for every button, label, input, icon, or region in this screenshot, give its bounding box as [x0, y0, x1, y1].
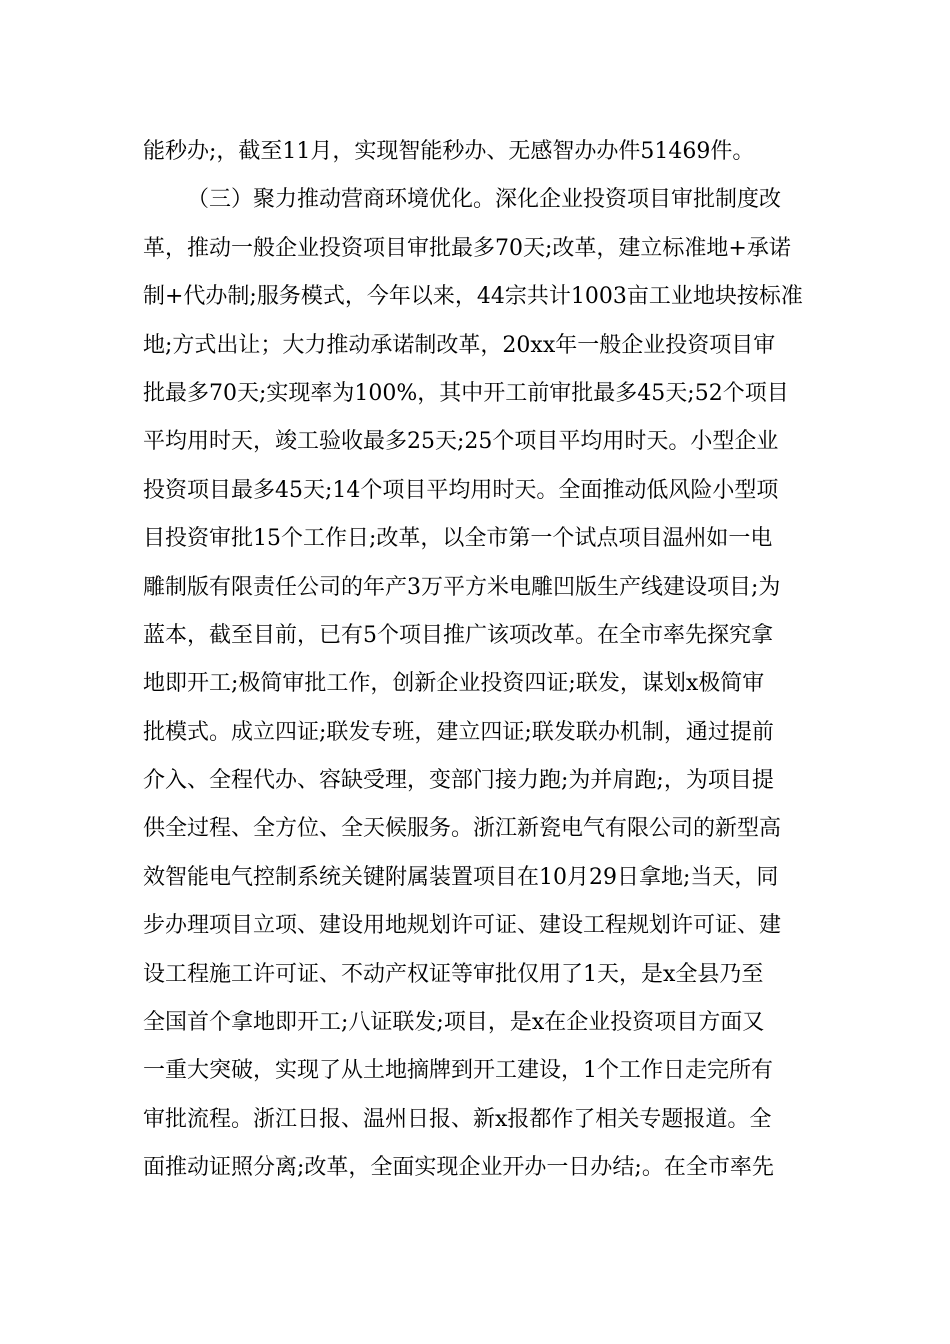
paragraph-start-line: （三）聚力推动营商环境优化。深化企业投资项目审批制度改	[187, 187, 782, 213]
text-line: 平均用时天，竣工验收最多25天;25个项目平均用时天。小型企业	[143, 429, 779, 455]
text-line: 制+代办制;服务模式，今年以来，44宗共计1003亩工业地块按标准	[143, 284, 803, 310]
text-line: 投资项目最多45天;14个项目平均用时天。全面推动低风险小型项	[143, 477, 779, 503]
text-line: 革，推动一般企业投资项目审批最多70天;改革，建立标准地+承诺	[143, 235, 791, 261]
text-line: 蓝本，截至目前，已有5个项目推广该项改革。在全市率先探究拿	[143, 622, 773, 648]
text-line: 目投资审批15个工作日;改革，以全市第一个试点项目温州如一电	[143, 526, 773, 552]
text-line: 批模式。成立四证;联发专班，建立四证;联发联办机制，通过提前	[143, 719, 774, 745]
text-line: 效智能电气控制系统关键附属装置项目在10月29日拿地;当天，同	[143, 864, 779, 890]
text-line: 面推动证照分离;改革，全面实现企业开办一日办结;。在全市率先	[143, 1155, 774, 1181]
text-line: 供全过程、全方位、全天候服务。浙江新瓷电气有限公司的新型高	[143, 816, 782, 842]
text-line: 批最多70天;实现率为100%，其中开工前审批最多45天;52个项目	[143, 380, 789, 406]
text-line: 步办理项目立项、建设用地规划许可证、建设工程规划许可证、建	[143, 913, 782, 939]
text-line: 设工程施工许可证、不动产权证等审批仅用了1天，是x全县乃至	[143, 961, 764, 987]
text-line: 能秒办;，截至11月，实现智能秒办、无感智办办件51469件。	[143, 139, 755, 164]
text-line: 地即开工;极简审批工作，创新企业投资四证;联发，谋划x极简审	[143, 671, 765, 697]
text-line: 全国首个拿地即开工;八证联发;项目，是x在企业投资项目方面又	[143, 1010, 765, 1036]
body-text	[143, 132, 823, 1197]
text-line: 一重大突破，实现了从土地摘牌到开工建设，1个工作日走完所有	[143, 1058, 773, 1084]
text-line: 审批流程。浙江日报、温州日报、新x报都作了相关专题报道。全	[143, 1106, 772, 1132]
text-line: 地;方式出让；大力推动承诺制改革，20xx年一般企业投资项目审	[143, 332, 776, 358]
text-line: 雕制版有限责任公司的年产3万平方米电雕凹版生产线建设项目;为	[143, 574, 781, 600]
text-line: 介入、全程代办、容缺受理，变部门接力跑;为并肩跑;，为项目提	[143, 768, 774, 794]
